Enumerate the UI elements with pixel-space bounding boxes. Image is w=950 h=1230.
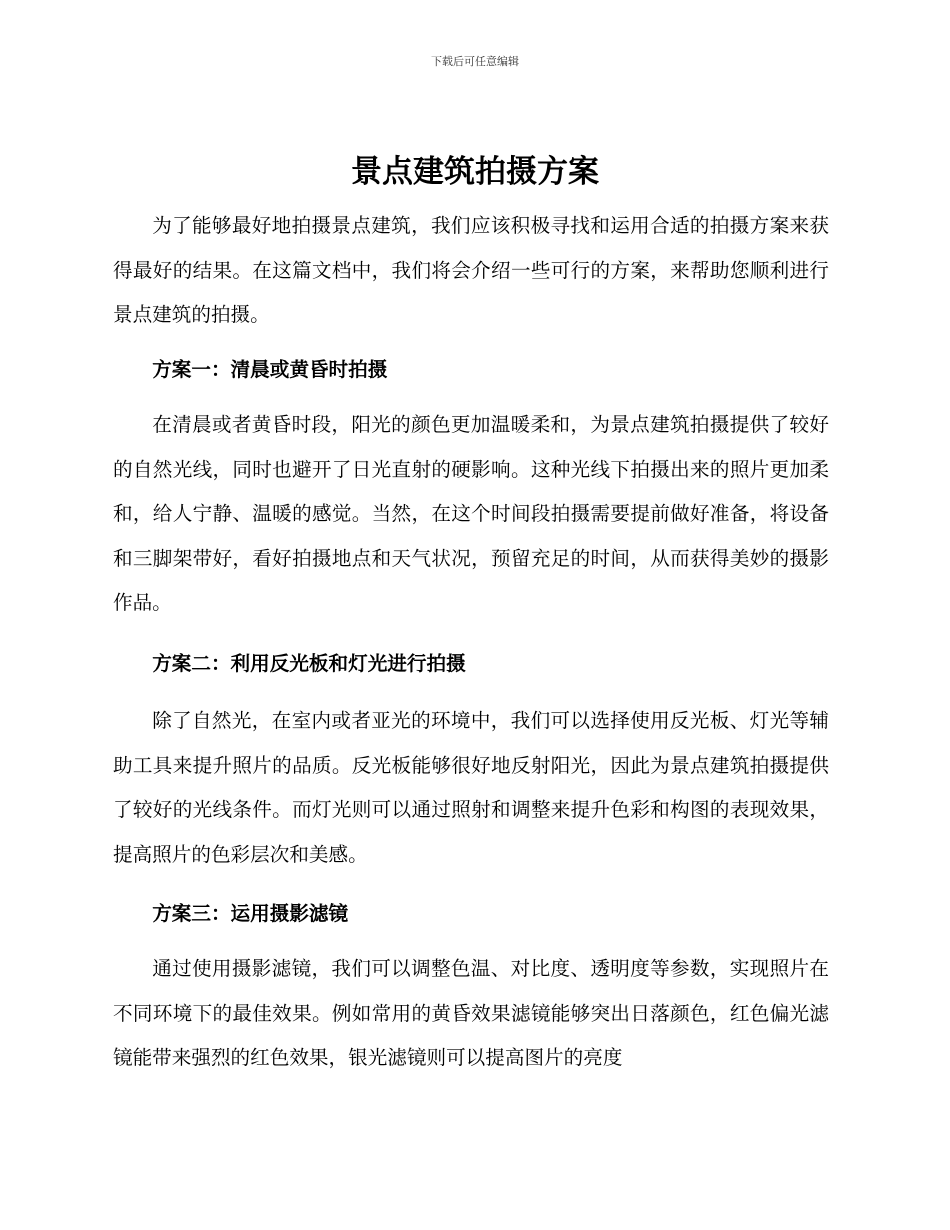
page-header-note: 下载后可任意编辑 bbox=[431, 55, 519, 68]
document-title: 景点建筑拍摄方案 bbox=[351, 154, 599, 190]
section-2-body: 除了自然光，在室内或者亚光的环境中，我们可以选择使用反光板、灯光等辅助工具来提升照片的品质。反光板能够很好地反射阳光，因此为景点建筑拍摄提供了较好的光线条件。而灯光则可以通过照射和调整来提升色彩和构图的表现效果，提高照片的色彩层次和美感。 bbox=[113, 709, 829, 866]
section-1-heading: 方案一：清晨或黄昏时拍摄 bbox=[152, 358, 388, 381]
section-3-heading: 方案三：运用摄影滤镜 bbox=[152, 902, 349, 925]
section-1-body: 在清晨或者黄昏时段，阳光的颜色更加温暖柔和，为景点建筑拍摄提供了较好的自然光线，同时也避开了日光直射的硬影响。这种光线下拍摄出来的照片更加柔和，给人宁静、温暖的感觉。当然，在这个时间段拍摄需要提前做好准备，将设备和三脚架带好，看好拍摄地点和天气状况，预留充足的时间，从而获得美妙的摄影作品。 bbox=[113, 413, 829, 614]
section-2-heading: 方案二：利用反光板和灯光进行拍摄 bbox=[152, 652, 466, 675]
section-3-body: 通过使用摄影滤镜，我们可以调整色温、对比度、透明度等参数，实现照片在不同环境下的最佳效果。例如常用的黄昏效果滤镜能够突出日落颜色，红色偏光滤镜能带来强烈的红色效果，银光滤镜则可以提高图片的亮度 bbox=[113, 957, 829, 1069]
intro-paragraph: 为了能够最好地拍摄景点建筑，我们应该积极寻找和运用合适的拍摄方案来获得最好的结果。在这篇文档中，我们将会介绍一些可行的方案，来帮助您顺利进行景点建筑的拍摄。 bbox=[113, 214, 829, 326]
